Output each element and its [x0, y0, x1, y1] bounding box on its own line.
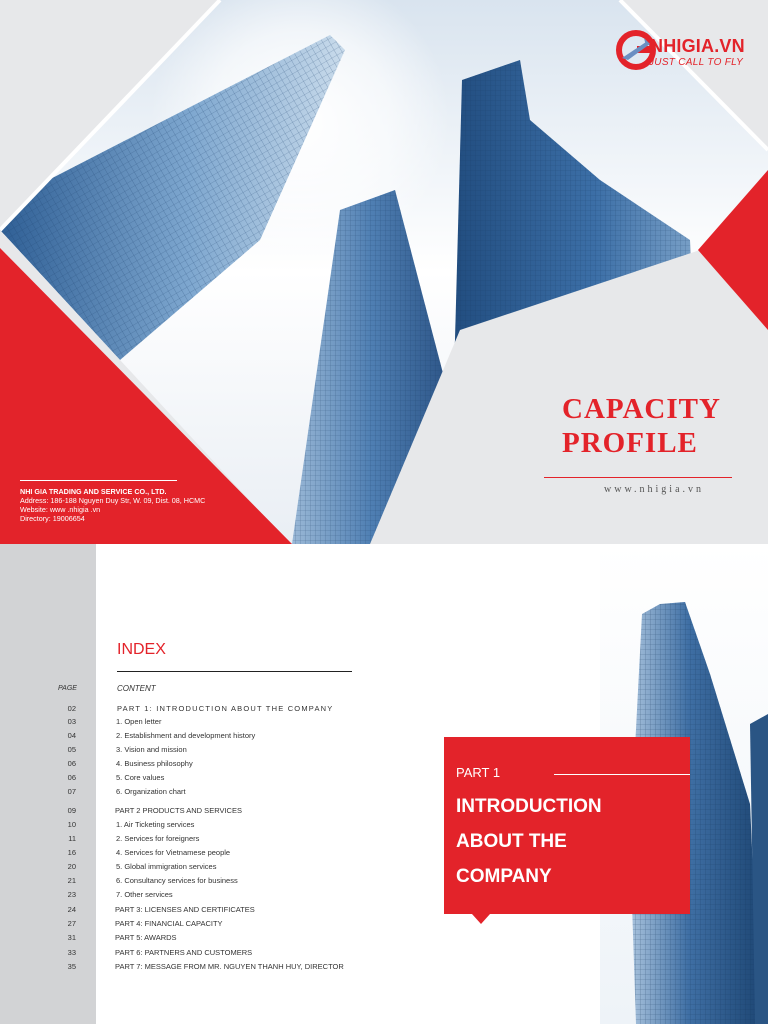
- company-address: Address: 186-188 Nguyen Duy Str, W. 09, Dist. 08, HCMC: [20, 496, 206, 505]
- toc-page-number: 20: [67, 862, 76, 871]
- toc-part-heading[interactable]: PART 6: PARTNERS AND CUSTOMERS: [115, 948, 253, 957]
- toc-page-number: 09: [67, 806, 76, 815]
- toc-page-number: 07: [67, 787, 76, 796]
- toc-item[interactable]: 6. Organization chart: [116, 787, 186, 796]
- toc-page-number: 35: [67, 962, 76, 971]
- toc-part-heading[interactable]: PART 2 PRODUCTS AND SERVICES: [115, 806, 242, 815]
- toc-page-number: 06: [67, 759, 76, 768]
- cover-title: [562, 392, 721, 460]
- part-1-callout: [444, 737, 690, 914]
- part-label: PART 1: [456, 765, 501, 780]
- toc-item[interactable]: 7. Other services: [116, 890, 173, 899]
- company-name: NHI GIA TRADING AND SERVICE CO., LTD.: [20, 487, 167, 496]
- toc-page-number: 04: [67, 731, 76, 740]
- brand-logo[interactable]: [616, 28, 764, 78]
- toc-part-heading[interactable]: PART 7: MESSAGE FROM MR. NGUYEN THANH HUY, DIRECTOR: [115, 962, 344, 971]
- toc-page-number: 05: [67, 745, 76, 754]
- part-title-line3: COMPANY: [456, 866, 552, 887]
- toc-part-heading[interactable]: PART 3: LICENSES AND CERTIFICATES: [115, 905, 255, 914]
- toc-page-number: 24: [67, 905, 76, 914]
- toc-item[interactable]: 4. Services for Vietnamese people: [116, 848, 231, 857]
- toc-page-number: 10: [67, 820, 76, 829]
- page-column-header: PAGE: [58, 685, 77, 692]
- toc-page-number: 27: [67, 919, 76, 928]
- toc-part-heading[interactable]: PART 1: INTRODUCTION ABOUT THE COMPANY: [117, 704, 334, 713]
- part-divider: [554, 774, 690, 775]
- toc-item[interactable]: 3. Vision and mission: [116, 745, 187, 754]
- cover-divider: [544, 477, 732, 478]
- company-info: [20, 487, 205, 523]
- part-title-line1: INTRODUCTION: [456, 796, 602, 817]
- toc-page-number: 02: [67, 704, 76, 713]
- toc-item[interactable]: 5. Core values: [116, 773, 165, 782]
- part-title: [456, 789, 682, 894]
- company-divider: [20, 480, 177, 481]
- toc-part-heading[interactable]: PART 5: AWARDS: [115, 933, 177, 942]
- toc-page-number: 03: [67, 717, 76, 726]
- toc-item[interactable]: 1. Air Ticketing services: [116, 820, 195, 829]
- callout-pointer: [472, 914, 490, 924]
- company-directory: Directory: 19006654: [20, 514, 85, 523]
- toc-page-number: 06: [67, 773, 76, 782]
- toc-page-number: 23: [67, 890, 76, 899]
- index-title: INDEX: [117, 641, 166, 658]
- cover-title-line2: PROFILE: [562, 427, 698, 459]
- index-page: [0, 544, 768, 1024]
- logo-tagline: JUST CALL TO FLY: [649, 57, 744, 68]
- toc-item[interactable]: 6. Consultancy services for business: [116, 876, 238, 885]
- content-column-header: CONTENT: [117, 684, 156, 693]
- toc-item[interactable]: 2. Services for foreigners: [116, 834, 200, 843]
- toc-page-number: 16: [67, 848, 76, 857]
- toc-page-number: 33: [67, 948, 76, 957]
- toc-page-number: 31: [67, 933, 76, 942]
- toc-page-number: 21: [67, 876, 76, 885]
- part-title-line2: ABOUT THE: [456, 831, 567, 852]
- cover-website[interactable]: www.nhigia.vn: [604, 484, 705, 495]
- toc-item[interactable]: 1. Open letter: [116, 717, 162, 726]
- logo-name: NHIGIA.VN: [650, 36, 745, 56]
- toc-item[interactable]: 5. Global immigration services: [116, 862, 217, 871]
- toc-part-heading[interactable]: PART 4: FINANCIAL CAPACITY: [115, 919, 223, 928]
- toc-item[interactable]: 4. Business philosophy: [116, 759, 193, 768]
- toc-item[interactable]: 2. Establishment and development history: [116, 731, 256, 740]
- company-website[interactable]: Website: www .nhigia .vn: [20, 505, 101, 514]
- toc-page-number: 11: [68, 834, 76, 843]
- cover-title-line1: CAPACITY: [562, 393, 721, 425]
